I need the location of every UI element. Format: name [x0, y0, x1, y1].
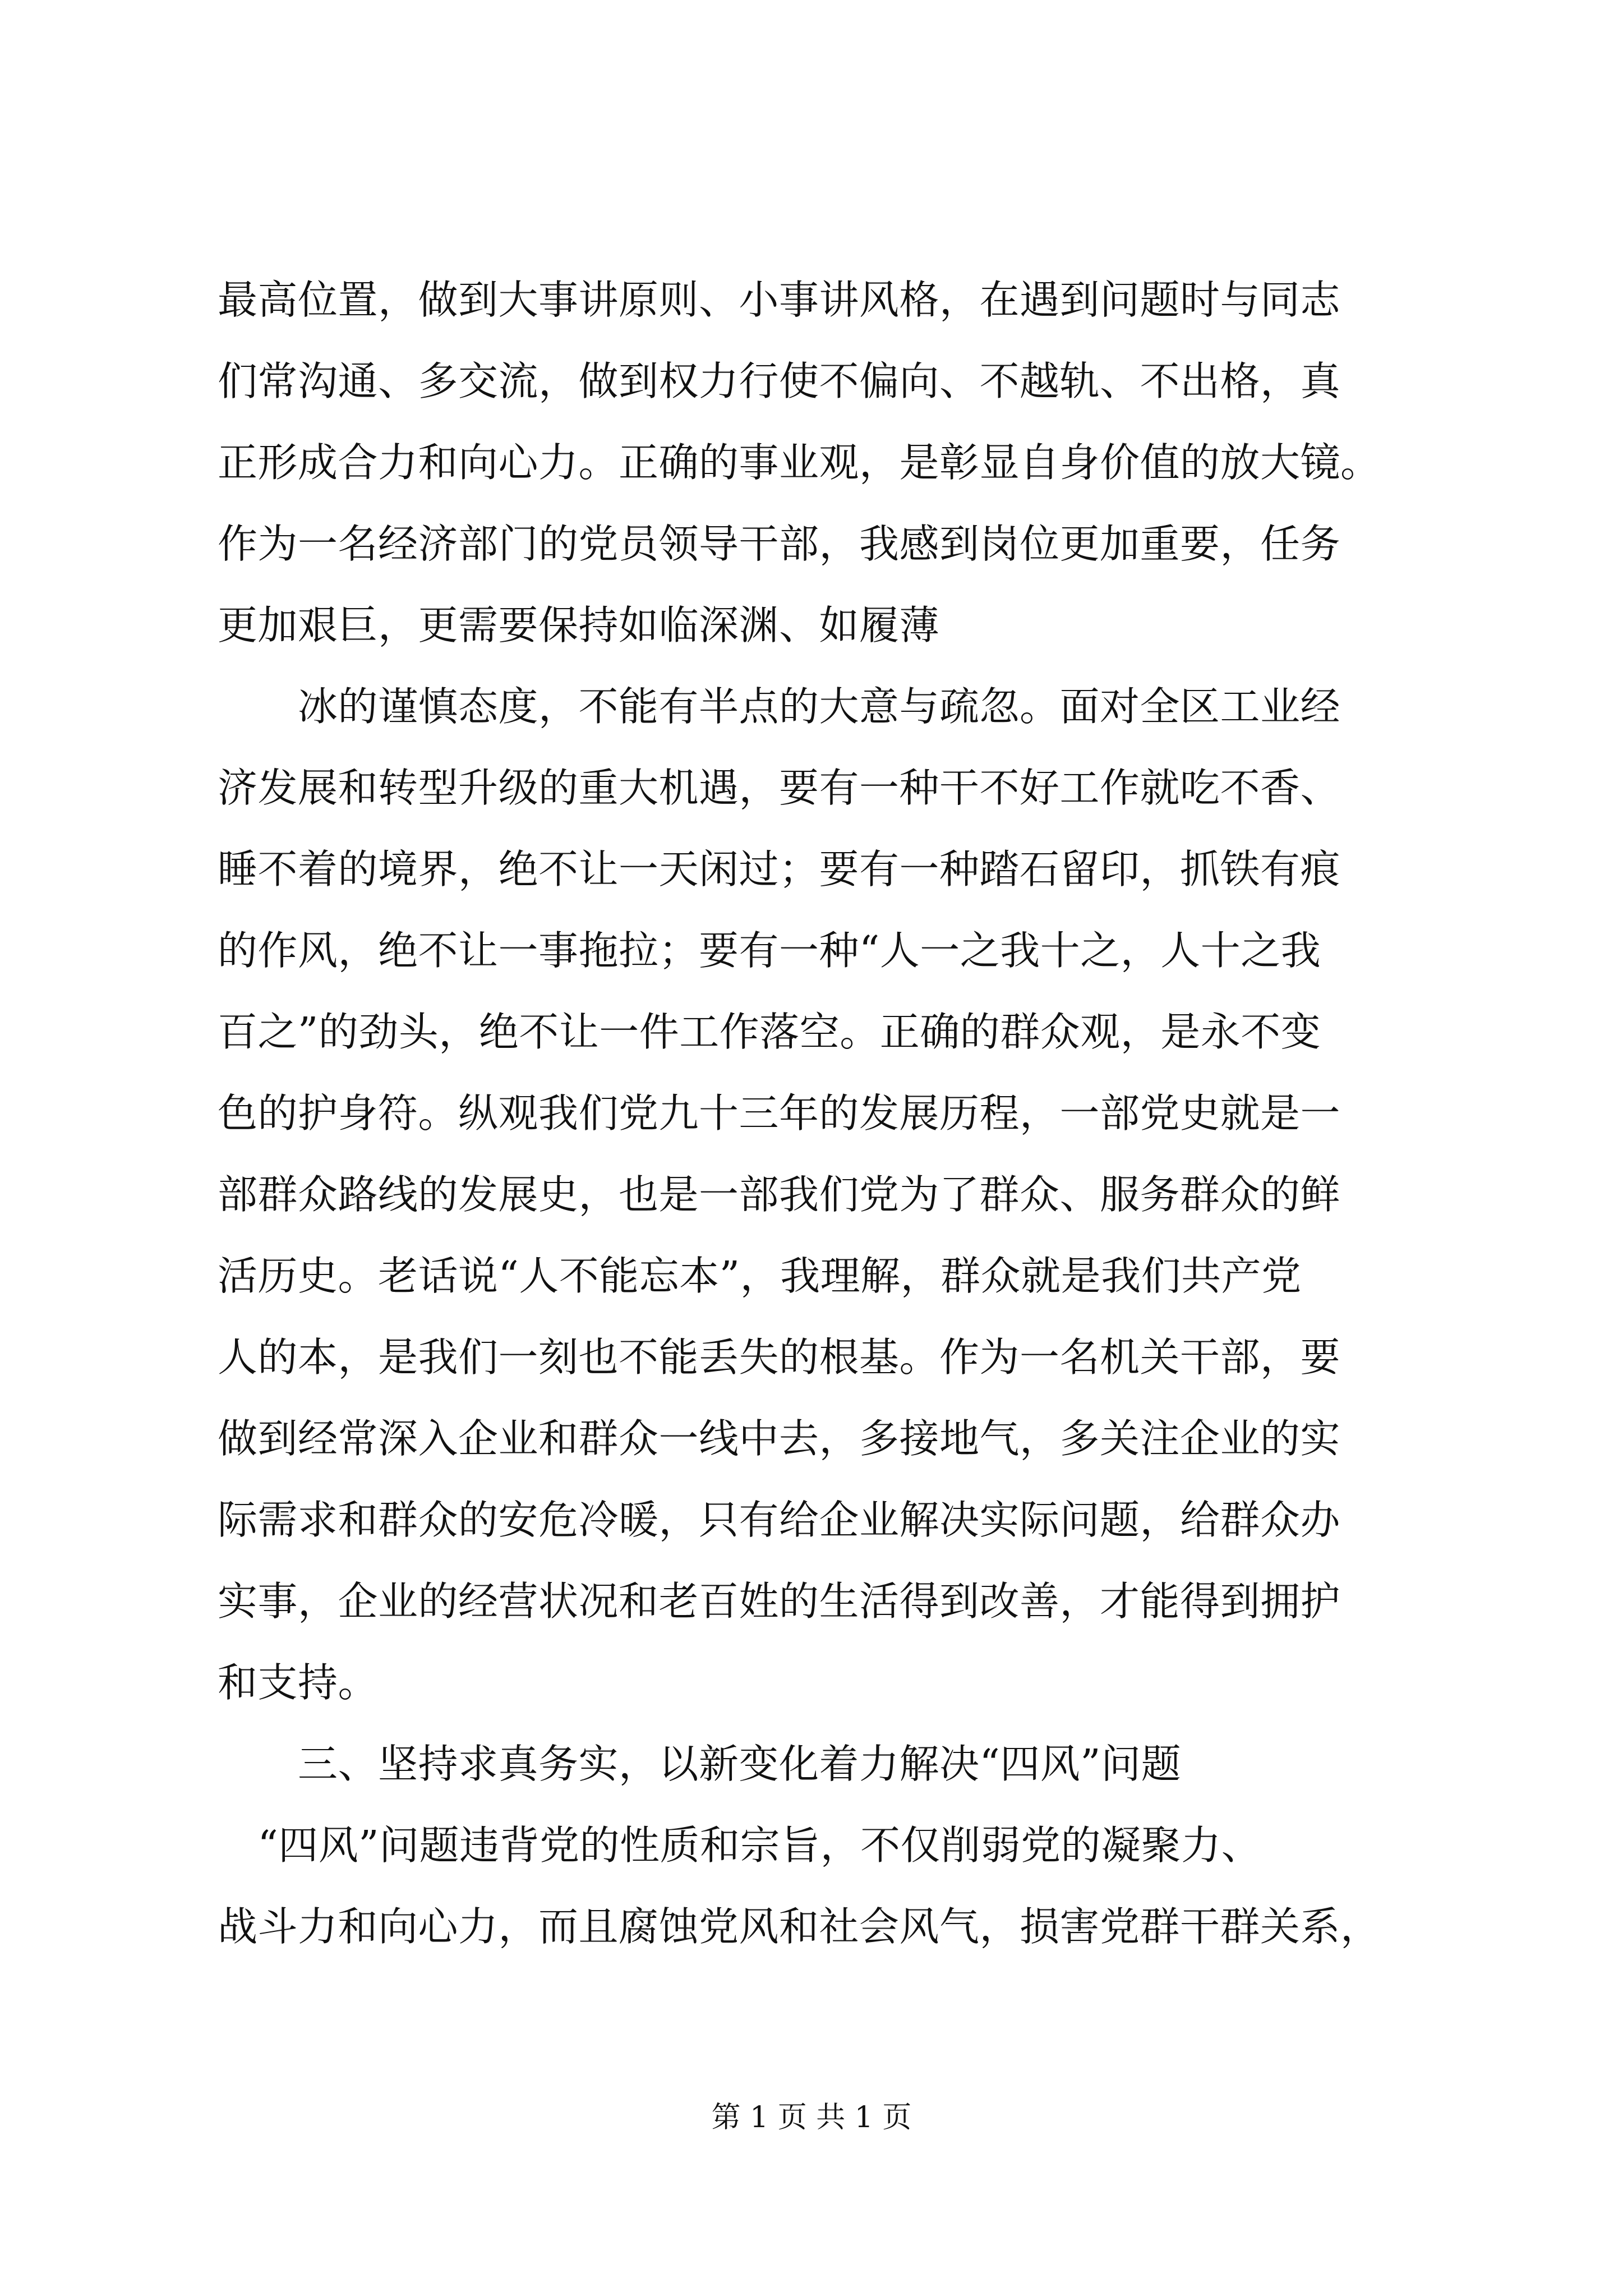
document-body: [218, 259, 1407, 1967]
text-line: 活历史。老话说“人不能忘本”，我理解，群众就是我们共产党: [218, 1253, 1302, 1299]
text-line: 战斗力和向心力，而且腐蚀党风和社会风气，损害党群干群关系，: [218, 1903, 1381, 1950]
text-line: 冰的谨慎态度，不能有半点的大意与疏忽。面对全区工业经: [218, 683, 1341, 730]
text-line: 做到经常深入企业和群众一线中去，多接地气，多关注企业的实: [218, 1415, 1341, 1462]
text-line: 的作风，绝不让一事拖拉；要有一种“人一之我十之，人十之我: [218, 927, 1321, 974]
page-number-footer: 第 1 页 共 1 页: [711, 2101, 912, 2134]
text-line: 人的本，是我们一刻也不能丢失的根基。作为一名机关干部，要: [218, 1334, 1341, 1381]
text-line: 更加艰巨，更需要保持如临深渊、如履薄: [218, 602, 940, 648]
text-line: 和支持。: [218, 1659, 379, 1706]
text-line: 实事，企业的经营状况和老百姓的生活得到改善，才能得到拥护: [218, 1578, 1341, 1625]
text-line: 色的护身符。纵观我们党九十三年的发展历程，一部党史就是一: [218, 1090, 1341, 1137]
text-line: 际需求和群众的安危冷暖，只有给企业解决实际问题，给群众办: [218, 1497, 1341, 1543]
text-line: 睡不着的境界，绝不让一天闲过；要有一种踏石留印，抓铁有痕: [218, 846, 1341, 892]
text-line: “四风”问题违背党的性质和宗旨，不仅削弱党的凝聚力、: [218, 1822, 1262, 1869]
section-heading: 三、坚持求真务实，以新变化着力解决“四风”问题: [218, 1741, 1182, 1787]
text-line: 部群众路线的发展史，也是一部我们党为了群众、服务群众的鲜: [218, 1171, 1341, 1218]
text-line: 作为一名经济部门的党员领导干部，我感到岗位更加重要，任务: [218, 521, 1341, 567]
text-line: 百之”的劲头，绝不让一件工作落空。正确的群众观，是永不变: [218, 1009, 1321, 1055]
text-line: 正形成合力和向心力。正确的事业观，是彰显自身价值的放大镜。: [218, 439, 1381, 486]
text-line: 们常沟通、多交流，做到权力行使不偏向、不越轨、不出格，真: [218, 358, 1341, 404]
text-line: 济发展和转型升级的重大机遇，要有一种干不好工作就吃不香、: [218, 765, 1341, 811]
text-line: 最高位置，做到大事讲原则、小事讲风格，在遇到问题时与同志: [218, 277, 1341, 323]
